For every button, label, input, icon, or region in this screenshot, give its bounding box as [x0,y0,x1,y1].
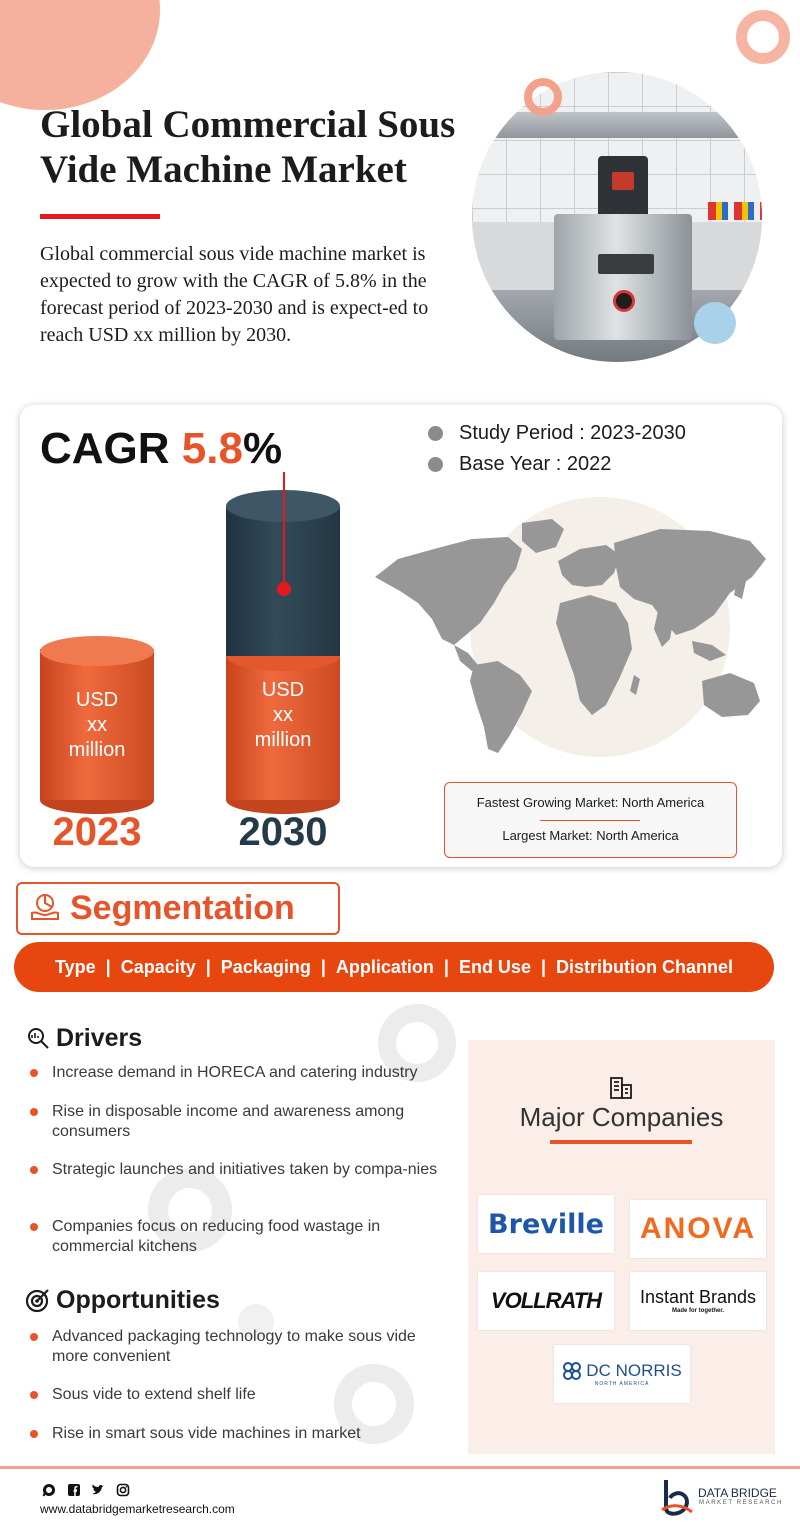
photo-hood [472,112,762,138]
driver-item-text: Strategic launches and initiatives taken by compa-nies [52,1161,438,1178]
logo-dc-norris [554,1345,690,1403]
drivers-title: Drivers [56,1024,143,1052]
driver-item-text: Rise in disposable income and awareness among consumers [52,1103,405,1140]
companies-title: Major Companies [519,1102,724,1132]
segment-separator: | [205,956,211,977]
cylinder-2030-label [226,678,340,753]
dc-norris-mark-icon [562,1361,582,1381]
decor-dot [694,302,736,344]
logo-instant-tagline: Made for together. [671,1308,724,1314]
twitter-icon[interactable] [91,1483,105,1497]
segment-separator: | [443,956,449,977]
cagr-pointer-dot [277,582,291,596]
segment-end-use: End Use [458,956,531,977]
cagr-value: 5.8 [181,424,243,473]
segment-capacity: Capacity [120,956,196,977]
logo-dc-norris-text: DC NORRIS [586,1360,682,1380]
decor-ring [736,10,790,64]
cylinder-2023-top [40,636,154,666]
sous-vide-machine [554,214,692,340]
decor-blob [0,0,160,110]
logo-breville [478,1195,614,1253]
cylinder-label-line: USD [261,679,305,701]
opportunity-item [30,1424,470,1444]
logo-anova [630,1200,766,1258]
logo-instant-text: Instant Brands [639,1287,757,1307]
opportunity-item [30,1327,450,1367]
largest-market: Largest Market: North America [502,828,679,843]
target-icon [25,1287,51,1313]
machine-controller-screen [612,172,634,190]
logo-breville-text: Breville [488,1208,604,1240]
driver-item [30,1063,470,1083]
driver-item [30,1160,460,1180]
website-link[interactable]: www.databridgemarketresearch.com [40,1502,235,1516]
brand-name: DATA BRIDGE [698,1486,777,1500]
bullet-dot [30,1333,38,1341]
segment-application: Application [335,956,434,977]
cagr-percent: % [242,424,283,473]
footer-divider [0,1466,800,1469]
page-title: Global Commercial Sous Vide Machine Market [40,103,456,191]
cylinder-label-line: USD [75,689,119,711]
world-map-icon [370,515,770,755]
segment-separator: | [540,956,547,977]
cylinder-label-line: xx [87,714,107,736]
year-2023: 2023 [52,810,142,854]
opportunity-item-text: Advanced packaging technology to make sous vide more convenient [52,1328,416,1365]
opportunities-title: Opportunities [56,1286,220,1314]
opportunity-item-text: Rise in smart sous vide machines in market [52,1425,361,1442]
logo-vollrath [478,1272,614,1330]
logo-dc-norris-row [562,1361,681,1381]
year-2030: 2030 [238,810,328,854]
bullet-dot [30,1223,38,1231]
segment-distribution-channel: Distribution Channel [556,956,734,977]
segment-packaging: Packaging [220,956,311,977]
segment-separator: | [105,956,111,977]
bullet-dot [30,1430,38,1438]
driver-item-text: Companies focus on reducing food wastage in commercial kitchens [52,1218,381,1255]
brand-tagline: MARKET RESEARCH [699,1500,783,1506]
cylinder-label-line: million [68,739,126,761]
opportunity-item [30,1385,470,1405]
segmentation-title: Segmentation [70,889,295,927]
drivers-icon [26,1026,50,1050]
bullet-dot [428,426,443,441]
cagr-pointer-line [283,472,285,588]
cagr-label: CAGR [40,424,182,473]
bullet-dot [428,457,443,472]
machine-logo-icon [613,290,635,312]
market-divider [540,820,640,821]
instagram-icon[interactable] [116,1483,130,1497]
bullet-dot [30,1166,38,1174]
logo-instant-brands [630,1272,766,1330]
companies-underline [550,1140,692,1144]
study-period: Study Period : 2023-2030 [459,422,686,444]
cylinder-2023-label [40,688,154,763]
base-year: Base Year : 2022 [459,453,612,475]
logo-anova-text: ANOVA [639,1212,757,1245]
segmentation-icon [28,891,62,925]
driver-item [30,1217,440,1257]
segment-separator: | [320,956,326,977]
facebook-icon[interactable] [67,1483,81,1497]
cylinder-label-line: xx [273,704,293,726]
logo-dc-norris-tagline: NORTH AMERICA [594,1380,650,1387]
driver-item [30,1102,450,1142]
bullet-dot [30,1069,38,1077]
segmentation-list [14,942,774,992]
fastest-growing-market: Fastest Growing Market: North America [476,795,705,810]
whatsapp-icon[interactable] [42,1483,56,1497]
bullet-dot [30,1108,38,1116]
building-icon [609,1076,633,1100]
opportunity-item-text: Sous vide to extend shelf life [52,1386,256,1403]
cylinder-label-line: million [254,729,312,751]
cagr-heading [40,424,282,474]
driver-item-text: Increase demand in HORECA and catering industry [52,1064,418,1081]
bullet-dot [30,1391,38,1399]
decor-ring [524,78,562,116]
logo-vollrath-text: VOLLRATH [490,1288,602,1313]
data-bridge-logo-icon [660,1478,694,1516]
segment-type: Type [54,956,96,977]
title-underline [40,214,160,219]
machine-display [598,254,654,274]
intro-text: Global commercial sous vide machine market is expected to grow with the CAGR of 5.8% in the forecast period of 2023-2030 and is expect-ed to reach USD xx million by 2030. [40,243,429,346]
photo-jars [708,202,762,220]
